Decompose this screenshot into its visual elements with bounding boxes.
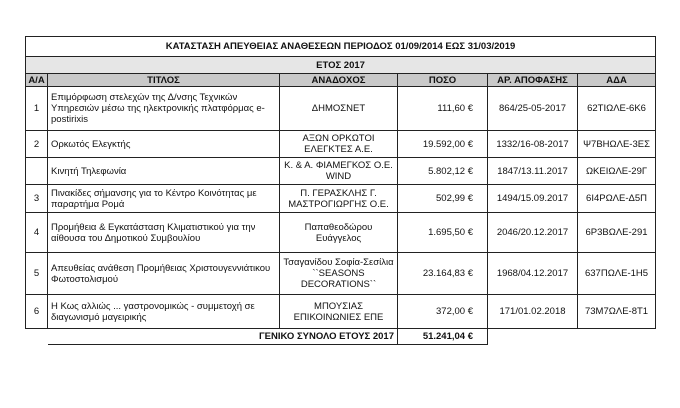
header-ada: ΑΔΑ (578, 74, 656, 87)
row-amount: 502,99 € (398, 185, 488, 213)
row-num: 5 (26, 253, 48, 295)
row-amount: 372,00 € (398, 295, 488, 329)
row-decision: 2046/20.12.2017 (488, 213, 578, 253)
total-row (26, 329, 656, 345)
report-sheet (25, 36, 655, 345)
row-decision: 1968/04.12.2017 (488, 253, 578, 295)
row-title: Ορκωτός Ελεγκτής (48, 131, 280, 158)
row-contractor: Κ. & Α. ΦΙΑΜΕΓΚΟΣ Ο.Ε. WIND (280, 158, 398, 185)
row-decision: 171/01.02.2018 (488, 295, 578, 329)
year-label: ΕΤΟΣ 2017 (26, 57, 656, 74)
row-contractor: ΔΗΜΟΣΝΕΤ (280, 87, 398, 131)
row-title: Κινητή Τηλεφωνία (48, 158, 280, 185)
row-amount: 111,60 € (398, 87, 488, 131)
row-contractor: ΜΠΟΥΣΙΑΣ ΕΠΙΚΟΙΝΩΝΙΕΣ ΕΠΕ (280, 295, 398, 329)
header-contractor: ΑΝΑΔΟΧΟΣ (280, 74, 398, 87)
row-contractor: Τσαγανίδου Σοφία-Σεσίλια ``SEASONS DECORATIONS`` (280, 253, 398, 295)
row-num: 3 (26, 185, 48, 213)
row-num: 1 (26, 87, 48, 131)
report-title: ΚΑΤΑΣΤΑΣΗ ΑΠΕΥΘΕΙΑΣ ΑΝΑΘΕΣΕΩΝ ΠΕΡΙΟΔΟΣ 01/09/2014 ΕΩΣ 31/03/2019 (26, 37, 656, 57)
row-num: 6 (26, 295, 48, 329)
table-row (26, 295, 656, 329)
row-title: Πινακίδες σήμανσης για το Κέντρο Κοινότητας με παραρτήμα Ρομά (48, 185, 280, 213)
row-decision: 1494/15.09.2017 (488, 185, 578, 213)
row-ada: Ψ7ΒΗΩΛΕ-3ΕΣ (578, 131, 656, 158)
row-contractor: ΑΞΩΝ ΟΡΚΩΤΟΙ ΕΛΕΓΚΤΕΣ Α.Ε. (280, 131, 398, 158)
row-amount: 23.164,83 € (398, 253, 488, 295)
awards-table (25, 36, 656, 345)
header-decision: ΑΡ. ΑΠΟΦΑΣΗΣ (488, 74, 578, 87)
header-title: ΤΙΤΛΟΣ (48, 74, 280, 87)
row-ada: ΩΚΕΙΩΛΕ-29Γ (578, 158, 656, 185)
row-contractor: Παπαθεοδώρου Ευάγγελος (280, 213, 398, 253)
table-row (26, 131, 656, 158)
row-num: 2 (26, 131, 48, 158)
table-row (26, 87, 656, 131)
row-ada: 62ΤΙΩΛΕ-6Κ6 (578, 87, 656, 131)
row-amount: 5.802,12 € (398, 158, 488, 185)
total-amount: 51.241,04 € (398, 329, 488, 345)
table-row (26, 185, 656, 213)
total-label: ΓΕΝΙΚΟ ΣΥΝΟΛΟ ΕΤΟΥΣ 2017 (48, 329, 398, 345)
header-num: Α/Α (26, 74, 48, 87)
table-row (26, 158, 656, 185)
header-row (26, 74, 656, 87)
row-amount: 1.695,50 € (398, 213, 488, 253)
row-num: 4 (26, 213, 48, 253)
row-num (26, 158, 48, 185)
table-row (26, 213, 656, 253)
row-ada: 637ΠΩΛΕ-1Η5 (578, 253, 656, 295)
row-decision: 1847/13.11.2017 (488, 158, 578, 185)
row-title: Επιμόρφωση στελεχών της Δ/νσης Τεχνικών Υπηρεσιών μέσω της ηλεκτρονικής πλατφόρμας e-postirixis (48, 87, 280, 131)
row-decision: 1332/16-08-2017 (488, 131, 578, 158)
row-contractor: Π. ΓΕΡΑΣΚΛΗΣ Γ. ΜΑΣΤΡΟΓΙΩΡΓΗΣ Ο.Ε. (280, 185, 398, 213)
row-ada: 6Ρ3ΒΩΛΕ-291 (578, 213, 656, 253)
row-ada: 6Ι4ΡΩΛΕ-Δ5Π (578, 185, 656, 213)
row-title: Απευθείας ανάθεση Προμήθειας Χριστουγεννιάτικου Φωτοστολισμού (48, 253, 280, 295)
row-title: Η Κως αλλιώς ... γαστρονομικώς - συμμετοχή σε διαγωνισμό μαγειρικής (48, 295, 280, 329)
row-amount: 19.592,00 € (398, 131, 488, 158)
row-ada: 73Μ7ΩΛΕ-8Τ1 (578, 295, 656, 329)
row-decision: 864/25-05-2017 (488, 87, 578, 131)
header-amount: ΠΟΣΟ (398, 74, 488, 87)
table-row (26, 253, 656, 295)
row-title: Προμήθεια & Εγκατάσταση Κλιματιστικού για την αίθουσα του Δημοτικού Συμβουλίου (48, 213, 280, 253)
